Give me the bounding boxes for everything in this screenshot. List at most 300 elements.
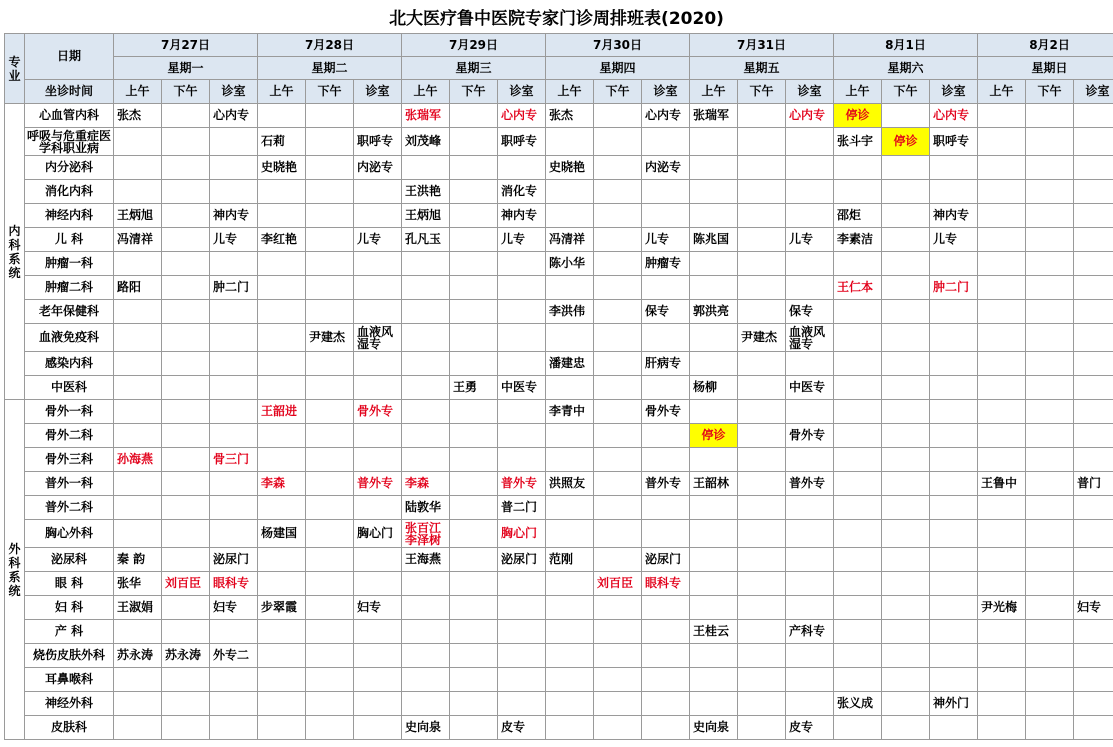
schedule-cell-morning xyxy=(258,448,306,472)
schedule-cell-afternoon xyxy=(738,472,786,496)
schedule-cell-clinic-room: 职呼专 xyxy=(930,128,978,156)
schedule-cell-morning xyxy=(978,352,1026,376)
schedule-cell-afternoon xyxy=(1026,104,1074,128)
schedule-cell-clinic-room: 肿二门 xyxy=(930,276,978,300)
schedule-cell-morning xyxy=(258,548,306,572)
schedule-cell-clinic-room xyxy=(642,128,690,156)
session-morning-day4: 上午 xyxy=(546,80,594,104)
session-afternoon-day6: 下午 xyxy=(882,80,930,104)
schedule-cell-morning xyxy=(834,156,882,180)
schedule-cell-morning xyxy=(690,668,738,692)
schedule-cell-clinic-room xyxy=(210,520,258,548)
schedule-cell-afternoon xyxy=(306,204,354,228)
schedule-cell-clinic-room xyxy=(498,252,546,276)
department-name: 产 科 xyxy=(25,620,114,644)
schedule-cell-morning: 王鲁中 xyxy=(978,472,1026,496)
schedule-cell-morning xyxy=(690,156,738,180)
schedule-cell-afternoon xyxy=(450,448,498,472)
schedule-cell-clinic-room xyxy=(786,644,834,668)
schedule-cell-morning xyxy=(546,716,594,740)
session-clinic-room-day5: 诊室 xyxy=(786,80,834,104)
schedule-cell-morning xyxy=(258,572,306,596)
group-internal-medicine: 内 科 系 统 xyxy=(5,104,25,400)
date-header: 日期 xyxy=(25,34,114,80)
department-name: 肿瘤一科 xyxy=(25,252,114,276)
session-morning-day5: 上午 xyxy=(690,80,738,104)
schedule-cell-morning: 李素洁 xyxy=(834,228,882,252)
schedule-cell-morning xyxy=(690,596,738,620)
schedule-cell-clinic-room: 泌尿门 xyxy=(210,548,258,572)
schedule-cell-clinic-room xyxy=(930,400,978,424)
schedule-cell-morning xyxy=(834,644,882,668)
department-name: 骨外三科 xyxy=(25,448,114,472)
schedule-cell-morning xyxy=(402,352,450,376)
schedule-cell-afternoon xyxy=(450,104,498,128)
schedule-cell-clinic-room: 心内专 xyxy=(498,104,546,128)
schedule-cell-clinic-room: 产科专 xyxy=(786,620,834,644)
schedule-row xyxy=(5,228,1113,252)
schedule-cell-clinic-room: 胸心门 xyxy=(498,520,546,548)
schedule-cell-afternoon xyxy=(882,180,930,204)
schedule-cell-morning: 冯清祥 xyxy=(114,228,162,252)
schedule-cell-clinic-room xyxy=(498,596,546,620)
schedule-cell-afternoon xyxy=(594,520,642,548)
schedule-cell-afternoon xyxy=(594,716,642,740)
schedule-cell-afternoon xyxy=(1026,400,1074,424)
schedule-cell-afternoon xyxy=(594,596,642,620)
department-name: 心血管内科 xyxy=(25,104,114,128)
schedule-cell-clinic-room: 保专 xyxy=(642,300,690,324)
schedule-cell-clinic-room xyxy=(642,376,690,400)
schedule-cell-morning xyxy=(402,596,450,620)
schedule-cell-clinic-room xyxy=(1074,400,1113,424)
schedule-cell-afternoon xyxy=(882,300,930,324)
schedule-cell-afternoon xyxy=(162,300,210,324)
schedule-cell-morning: 张杰 xyxy=(546,104,594,128)
session-morning-day6: 上午 xyxy=(834,80,882,104)
schedule-cell-clinic-room: 儿专 xyxy=(786,228,834,252)
schedule-cell-afternoon xyxy=(1026,692,1074,716)
schedule-cell-clinic-room xyxy=(498,424,546,448)
department-name: 肿瘤二科 xyxy=(25,276,114,300)
schedule-cell-afternoon xyxy=(162,448,210,472)
schedule-cell-morning: 史向泉 xyxy=(402,716,450,740)
department-name: 神经内科 xyxy=(25,204,114,228)
schedule-cell-clinic-room xyxy=(930,156,978,180)
schedule-cell-morning: 李洪伟 xyxy=(546,300,594,324)
schedule-cell-morning xyxy=(114,180,162,204)
schedule-cell-afternoon xyxy=(738,300,786,324)
schedule-cell-clinic-room: 骨三门 xyxy=(210,448,258,472)
schedule-cell-morning xyxy=(834,376,882,400)
schedule-cell-morning xyxy=(114,668,162,692)
schedule-cell-clinic-room xyxy=(1074,496,1113,520)
schedule-row xyxy=(5,496,1113,520)
schedule-cell-clinic-room xyxy=(210,128,258,156)
schedule-cell-morning xyxy=(546,692,594,716)
department-name: 消化内科 xyxy=(25,180,114,204)
schedule-cell-morning xyxy=(258,276,306,300)
schedule-cell-afternoon xyxy=(450,324,498,352)
schedule-cell-afternoon xyxy=(738,128,786,156)
schedule-cell-afternoon xyxy=(594,300,642,324)
schedule-cell-morning: 停诊 xyxy=(834,104,882,128)
schedule-cell-morning xyxy=(978,644,1026,668)
schedule-cell-morning: 孙海燕 xyxy=(114,448,162,472)
schedule-cell-clinic-room xyxy=(210,352,258,376)
schedule-cell-afternoon xyxy=(594,548,642,572)
schedule-cell-clinic-room xyxy=(210,424,258,448)
schedule-cell-morning xyxy=(690,448,738,472)
session-afternoon-day2: 下午 xyxy=(306,80,354,104)
schedule-cell-clinic-room xyxy=(498,156,546,180)
schedule-cell-afternoon xyxy=(738,448,786,472)
schedule-cell-clinic-room xyxy=(1074,692,1113,716)
schedule-cell-morning: 张斗宇 xyxy=(834,128,882,156)
schedule-cell-clinic-room xyxy=(210,300,258,324)
schedule-cell-afternoon xyxy=(882,252,930,276)
schedule-cell-morning xyxy=(690,520,738,548)
schedule-cell-clinic-room xyxy=(930,716,978,740)
schedule-cell-clinic-room xyxy=(642,276,690,300)
schedule-row xyxy=(5,180,1113,204)
schedule-cell-afternoon: 尹建杰 xyxy=(738,324,786,352)
schedule-row xyxy=(5,716,1113,740)
schedule-cell-afternoon xyxy=(594,228,642,252)
session-clinic-room-day3: 诊室 xyxy=(498,80,546,104)
schedule-cell-clinic-room xyxy=(1074,644,1113,668)
schedule-cell-afternoon xyxy=(882,668,930,692)
date-1: 7月27日 xyxy=(114,34,258,57)
schedule-cell-clinic-room xyxy=(786,596,834,620)
schedule-cell-afternoon xyxy=(594,692,642,716)
schedule-cell-clinic-room xyxy=(642,448,690,472)
schedule-cell-clinic-room: 骨外专 xyxy=(642,400,690,424)
schedule-cell-clinic-room: 消化专 xyxy=(498,180,546,204)
schedule-cell-morning xyxy=(546,620,594,644)
schedule-cell-afternoon xyxy=(162,180,210,204)
schedule-cell-afternoon xyxy=(1026,376,1074,400)
schedule-cell-afternoon xyxy=(882,424,930,448)
schedule-cell-morning: 洪照友 xyxy=(546,472,594,496)
schedule-cell-afternoon xyxy=(450,644,498,668)
schedule-cell-clinic-room xyxy=(786,180,834,204)
schedule-cell-morning: 石莉 xyxy=(258,128,306,156)
schedule-cell-morning: 杨建国 xyxy=(258,520,306,548)
schedule-cell-clinic-room xyxy=(1074,424,1113,448)
schedule-cell-morning xyxy=(834,424,882,448)
session-clinic-room-day2: 诊室 xyxy=(354,80,402,104)
schedule-cell-morning xyxy=(834,620,882,644)
schedule-cell-morning: 步翠霞 xyxy=(258,596,306,620)
session-morning-day2: 上午 xyxy=(258,80,306,104)
schedule-cell-morning xyxy=(258,376,306,400)
schedule-cell-morning: 潘建忠 xyxy=(546,352,594,376)
schedule-cell-morning xyxy=(978,692,1026,716)
schedule-cell-clinic-room xyxy=(498,300,546,324)
schedule-cell-morning xyxy=(834,448,882,472)
schedule-cell-clinic-room xyxy=(354,376,402,400)
schedule-cell-morning xyxy=(834,352,882,376)
schedule-cell-afternoon xyxy=(162,620,210,644)
specialty-header: 专 业 xyxy=(5,34,25,104)
department-name: 老年保健科 xyxy=(25,300,114,324)
schedule-row xyxy=(5,448,1113,472)
date-6: 8月1日 xyxy=(834,34,978,57)
schedule-cell-morning xyxy=(834,180,882,204)
schedule-cell-afternoon xyxy=(1026,276,1074,300)
schedule-cell-afternoon: 刘百臣 xyxy=(162,572,210,596)
schedule-cell-clinic-room xyxy=(498,572,546,596)
schedule-cell-morning xyxy=(690,572,738,596)
schedule-cell-clinic-room xyxy=(354,300,402,324)
schedule-cell-afternoon xyxy=(594,352,642,376)
group-surgery: 外 科 系 统 xyxy=(5,400,25,740)
schedule-cell-morning xyxy=(978,668,1026,692)
schedule-cell-afternoon xyxy=(162,276,210,300)
schedule-cell-afternoon xyxy=(306,300,354,324)
schedule-cell-morning xyxy=(114,716,162,740)
schedule-cell-afternoon xyxy=(882,548,930,572)
schedule-cell-afternoon xyxy=(882,520,930,548)
schedule-cell-morning: 王仁本 xyxy=(834,276,882,300)
schedule-cell-clinic-room xyxy=(786,668,834,692)
schedule-cell-afternoon xyxy=(306,496,354,520)
schedule-cell-afternoon xyxy=(882,716,930,740)
schedule-cell-clinic-room xyxy=(498,620,546,644)
schedule-cell-morning: 李红艳 xyxy=(258,228,306,252)
schedule-cell-clinic-room xyxy=(642,620,690,644)
schedule-cell-morning: 李森 xyxy=(258,472,306,496)
schedule-cell-morning xyxy=(114,620,162,644)
schedule-cell-clinic-room: 普外专 xyxy=(354,472,402,496)
schedule-cell-afternoon xyxy=(882,692,930,716)
schedule-cell-morning xyxy=(546,448,594,472)
schedule-cell-morning xyxy=(690,692,738,716)
schedule-cell-clinic-room xyxy=(210,180,258,204)
schedule-cell-morning: 王炳旭 xyxy=(114,204,162,228)
schedule-cell-clinic-room: 心内专 xyxy=(210,104,258,128)
schedule-cell-afternoon xyxy=(594,104,642,128)
department-name: 内分泌科 xyxy=(25,156,114,180)
schedule-cell-afternoon xyxy=(162,376,210,400)
department-name: 骨外一科 xyxy=(25,400,114,424)
schedule-cell-clinic-room xyxy=(1074,376,1113,400)
schedule-cell-morning xyxy=(978,180,1026,204)
schedule-cell-clinic-room xyxy=(1074,520,1113,548)
schedule-cell-afternoon xyxy=(306,156,354,180)
schedule-cell-morning: 张义成 xyxy=(834,692,882,716)
schedule-cell-morning xyxy=(978,300,1026,324)
schedule-cell-morning xyxy=(834,496,882,520)
schedule-cell-afternoon xyxy=(1026,548,1074,572)
schedule-cell-clinic-room: 肝病专 xyxy=(642,352,690,376)
schedule-cell-clinic-room xyxy=(498,324,546,352)
session-clinic-room-day6: 诊室 xyxy=(930,80,978,104)
schedule-cell-afternoon xyxy=(594,400,642,424)
schedule-cell-clinic-room: 中医专 xyxy=(786,376,834,400)
schedule-cell-clinic-room xyxy=(786,400,834,424)
schedule-cell-morning xyxy=(834,596,882,620)
schedule-cell-morning xyxy=(546,668,594,692)
schedule-cell-clinic-room: 儿专 xyxy=(210,228,258,252)
schedule-cell-clinic-room: 泌尿门 xyxy=(642,548,690,572)
schedule-cell-afternoon xyxy=(450,252,498,276)
schedule-cell-morning xyxy=(834,668,882,692)
schedule-row xyxy=(5,376,1113,400)
department-name: 中医科 xyxy=(25,376,114,400)
schedule-cell-clinic-room xyxy=(354,644,402,668)
schedule-cell-clinic-room xyxy=(210,668,258,692)
schedule-cell-morning: 王韶进 xyxy=(258,400,306,424)
weekday-6: 星期六 xyxy=(834,57,978,80)
schedule-cell-clinic-room: 神内专 xyxy=(498,204,546,228)
weekday-7: 星期日 xyxy=(978,57,1113,80)
department-name: 泌尿科 xyxy=(25,548,114,572)
schedule-cell-clinic-room xyxy=(642,596,690,620)
schedule-cell-afternoon xyxy=(594,252,642,276)
schedule-cell-clinic-room: 保专 xyxy=(786,300,834,324)
schedule-cell-morning xyxy=(114,496,162,520)
schedule-cell-clinic-room xyxy=(1074,156,1113,180)
schedule-cell-afternoon xyxy=(1026,496,1074,520)
schedule-row xyxy=(5,472,1113,496)
schedule-cell-morning xyxy=(402,692,450,716)
schedule-cell-afternoon xyxy=(162,324,210,352)
schedule-cell-clinic-room xyxy=(1074,448,1113,472)
schedule-cell-morning xyxy=(114,156,162,180)
schedule-cell-clinic-room xyxy=(930,496,978,520)
schedule-cell-afternoon xyxy=(306,692,354,716)
schedule-cell-clinic-room xyxy=(786,252,834,276)
session-clinic-room-day1: 诊室 xyxy=(210,80,258,104)
schedule-cell-afternoon xyxy=(594,204,642,228)
schedule-cell-clinic-room: 骨外专 xyxy=(354,400,402,424)
date-7: 8月2日 xyxy=(978,34,1113,57)
schedule-cell-morning: 陆敦华 xyxy=(402,496,450,520)
schedule-cell-clinic-room xyxy=(786,548,834,572)
schedule-cell-morning xyxy=(258,496,306,520)
schedule-cell-clinic-room: 儿专 xyxy=(498,228,546,252)
schedule-cell-clinic-room xyxy=(786,692,834,716)
schedule-cell-morning: 张瑞军 xyxy=(402,104,450,128)
schedule-cell-morning xyxy=(978,204,1026,228)
schedule-cell-morning xyxy=(690,252,738,276)
schedule-cell-afternoon xyxy=(1026,128,1074,156)
department-name: 妇 科 xyxy=(25,596,114,620)
schedule-cell-clinic-room xyxy=(1074,180,1113,204)
schedule-cell-afternoon xyxy=(594,276,642,300)
department-name: 耳鼻喉科 xyxy=(25,668,114,692)
schedule-cell-morning xyxy=(978,448,1026,472)
schedule-row xyxy=(5,644,1113,668)
schedule-cell-clinic-room xyxy=(930,548,978,572)
schedule-cell-afternoon xyxy=(306,128,354,156)
schedule-cell-afternoon xyxy=(450,228,498,252)
schedule-cell-clinic-room xyxy=(354,716,402,740)
schedule-cell-afternoon xyxy=(162,668,210,692)
schedule-cell-clinic-room xyxy=(498,352,546,376)
schedule-cell-clinic-room: 血液风湿专 xyxy=(786,324,834,352)
schedule-cell-afternoon xyxy=(594,644,642,668)
schedule-cell-clinic-room xyxy=(354,180,402,204)
weekday-3: 星期三 xyxy=(402,57,546,80)
schedule-cell-afternoon xyxy=(882,472,930,496)
schedule-cell-morning xyxy=(402,620,450,644)
schedule-cell-clinic-room: 泌尿门 xyxy=(498,548,546,572)
schedule-cell-afternoon xyxy=(594,180,642,204)
schedule-row xyxy=(5,352,1113,376)
schedule-cell-afternoon xyxy=(450,520,498,548)
schedule-cell-clinic-room: 普外专 xyxy=(786,472,834,496)
schedule-cell-afternoon xyxy=(738,204,786,228)
schedule-cell-morning xyxy=(402,644,450,668)
date-3: 7月29日 xyxy=(402,34,546,57)
schedule-cell-morning xyxy=(402,376,450,400)
schedule-cell-morning: 史晓艳 xyxy=(546,156,594,180)
schedule-cell-afternoon xyxy=(162,252,210,276)
schedule-cell-afternoon xyxy=(1026,352,1074,376)
schedule-cell-clinic-room xyxy=(354,352,402,376)
schedule-cell-afternoon xyxy=(738,572,786,596)
schedule-cell-clinic-room xyxy=(786,128,834,156)
schedule-cell-clinic-room xyxy=(642,692,690,716)
schedule-cell-afternoon: 停诊 xyxy=(882,128,930,156)
schedule-cell-afternoon xyxy=(594,620,642,644)
schedule-cell-morning: 王炳旭 xyxy=(402,204,450,228)
schedule-cell-clinic-room xyxy=(1074,276,1113,300)
schedule-cell-clinic-room xyxy=(354,104,402,128)
schedule-cell-afternoon xyxy=(450,668,498,692)
schedule-cell-clinic-room xyxy=(642,716,690,740)
schedule-cell-morning xyxy=(258,324,306,352)
schedule-cell-afternoon xyxy=(594,324,642,352)
schedule-cell-afternoon xyxy=(738,252,786,276)
schedule-cell-clinic-room xyxy=(354,496,402,520)
schedule-cell-morning xyxy=(834,472,882,496)
department-name: 儿 科 xyxy=(25,228,114,252)
schedule-row xyxy=(5,692,1113,716)
schedule-cell-morning: 停诊 xyxy=(690,424,738,448)
schedule-cell-morning: 张瑞军 xyxy=(690,104,738,128)
schedule-cell-morning xyxy=(114,692,162,716)
schedule-cell-morning xyxy=(546,596,594,620)
schedule-cell-morning xyxy=(546,276,594,300)
weekday-2: 星期二 xyxy=(258,57,402,80)
schedule-cell-afternoon xyxy=(594,376,642,400)
schedule-row xyxy=(5,276,1113,300)
schedule-cell-clinic-room: 肿二门 xyxy=(210,276,258,300)
schedule-cell-afternoon xyxy=(1026,520,1074,548)
schedule-cell-afternoon xyxy=(882,620,930,644)
schedule-cell-afternoon xyxy=(306,448,354,472)
schedule-cell-morning xyxy=(546,128,594,156)
schedule-cell-afternoon xyxy=(450,156,498,180)
schedule-cell-morning xyxy=(978,128,1026,156)
schedule-cell-clinic-room xyxy=(498,668,546,692)
schedule-cell-morning xyxy=(978,252,1026,276)
schedule-cell-afternoon xyxy=(882,156,930,180)
schedule-cell-morning xyxy=(978,400,1026,424)
schedule-cell-afternoon xyxy=(738,352,786,376)
schedule-cell-clinic-room xyxy=(1074,548,1113,572)
schedule-cell-morning: 陈兆国 xyxy=(690,228,738,252)
schedule-cell-afternoon xyxy=(1026,644,1074,668)
date-4: 7月30日 xyxy=(546,34,690,57)
schedule-cell-clinic-room xyxy=(930,620,978,644)
schedule-cell-afternoon xyxy=(882,276,930,300)
schedule-row xyxy=(5,596,1113,620)
